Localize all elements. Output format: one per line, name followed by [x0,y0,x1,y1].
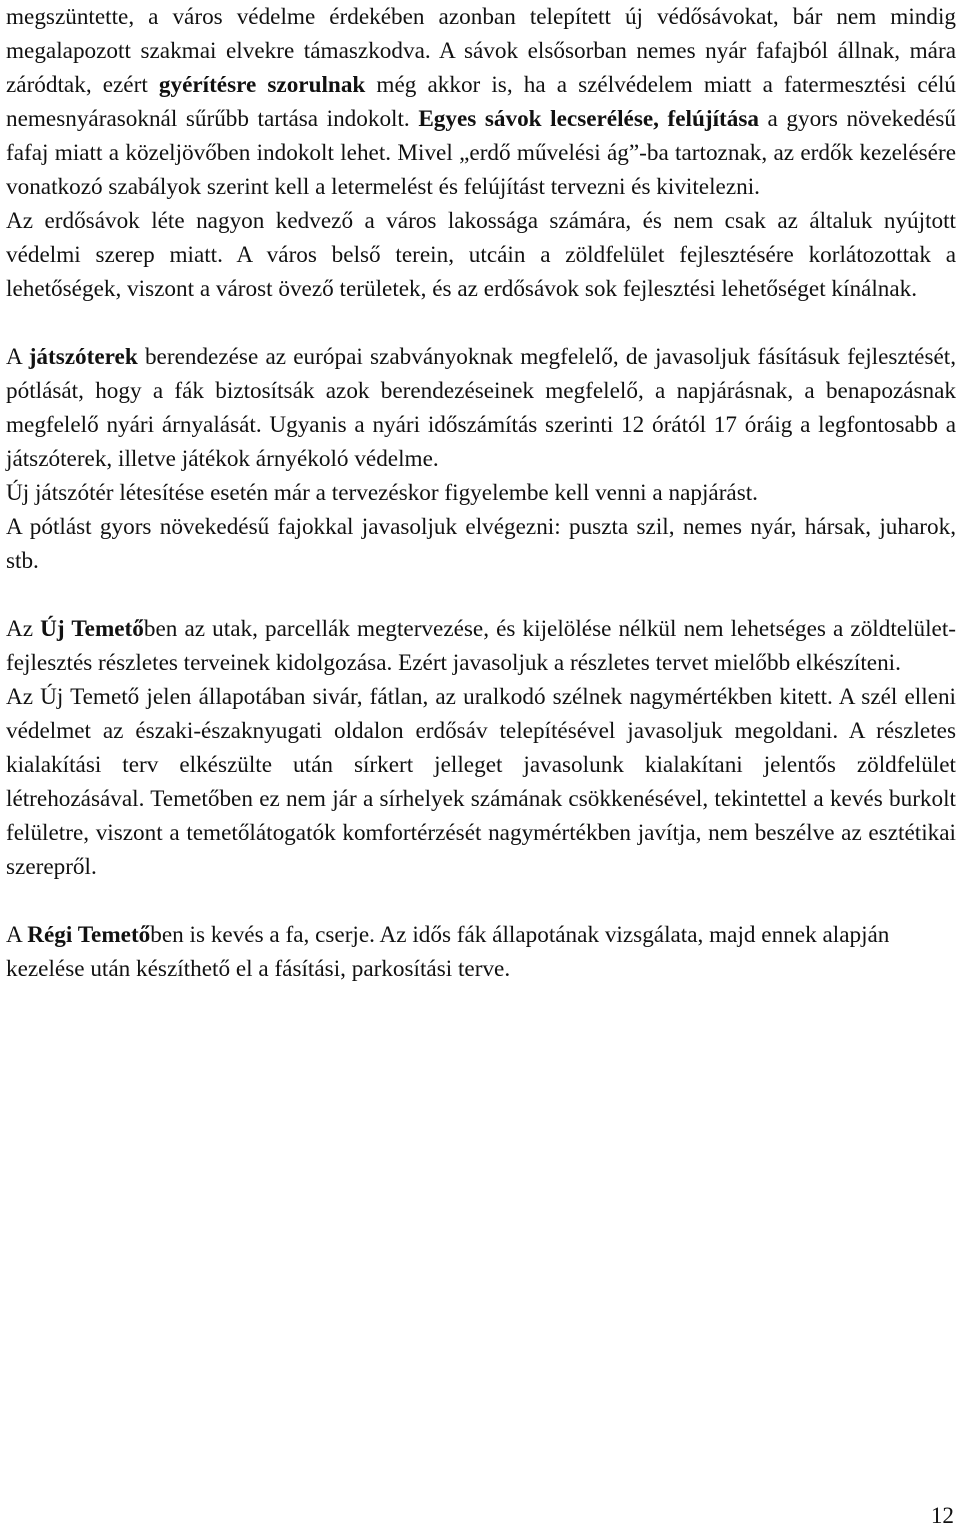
text-segment: ben is kevés a fa, cserje. Az idős fák állapotának vizsgálata, majd ennek alapján kezelése után készíthető el a fásítási, parkosítási terve. [6,922,890,982]
text-segment: A [6,922,28,948]
paragraph-erdosav-felujitas [6,0,956,204]
text-segment: Az [6,616,41,642]
text-segment: A pótlást gyors növekedésű fajokkal javasoljuk elvégezni: puszta szil, nemes nyár, hársak, juharok, stb. [6,514,956,574]
bold-text-segment: Új Temető [40,616,144,642]
paragraph-uj-temeto-tervezes [6,612,956,680]
text-segment: megszüntette, a város védelme érdekében azonban telepített új védősávokat, bár nem mindig megalapozott szakmai elvekre támaszkodva. A sávok elsősorban nemes nyár fafajból állnak, mára záródtak, ezért [6,4,956,98]
bold-text-segment: Egyes sávok lecserélése, felújítása [418,106,759,132]
bold-text-segment: gyérítésre szorulnak [158,72,366,98]
text-segment: Az Új Temető jelen állapotában sivár, fátlan, az uralkodó szélnek nagymértékben kitett. A szél elleni védelmet az északi-északnyugati oldalon erdősáv telepítésével javasoljuk megoldani. A részletes kialakítási terv elkészülte után sírkert jelleget javasolunk kialakítani jelentős zöldfelület létrehozásával. Temetőben ez nem jár a sírhelyek számának csökkenésével, tekintettel a kevés burkolt felületre, viszont a temetőlátogatók komfortérzését nagymértékben javítja, nem beszélve az esztétikai szerepről. [6,684,956,880]
text-segment: a gyors növekedésű fafaj miatt a közeljövőben indokolt lehet. Mivel „erdő művelési ág”-ba tartoznak, az erdők kezelésére vonatkozó szabályok szerint kell a letermelést és felújítást tervezni és kivitelezni. [6,106,956,200]
text-segment: Új játszótér létesítése esetén már a tervezéskor figyelembe kell venni a napjárást. [6,480,758,506]
paragraph-gap [6,884,956,918]
text-segment: Az erdősávok léte nagyon kedvező a város lakossága számára, és nem csak az általuk nyújtott védelmi szerep miatt. A város belső terein, utcáin a zöldfelület fejlesztésére korlátozottak a lehetőségek, viszont a várost övező területek, és az erdősávok sok fejlesztési lehetőséget kínálnak. [6,208,956,302]
paragraph-regi-temeto [6,918,956,986]
paragraph-uj-temeto-allapot [6,680,956,884]
paragraph-uj-jatszoter [6,476,956,510]
document-page [6,0,956,986]
paragraph-gap [6,306,956,340]
paragraph-erdosavok-lete [6,204,956,306]
page-number: 12 [930,1503,954,1529]
text-segment: még akkor is, ha a szélvédelem miatt a fatermesztési célú nemesnyárasoknál sűrűbb tartása indokolt. [6,72,957,132]
bold-text-segment: játszóterek [28,344,138,370]
text-segment: A [6,344,29,370]
paragraph-jatszoterek [6,340,956,476]
text-segment: ben az utak, parcellák megtervezése, és kijelölése nélkül nem lehetséges a zöldtelület-fejlesztés részletes terveinek kidolgozása. Ezért javasoljuk a részletes tervet mielőbb elkészíteni. [6,616,956,676]
text-segment: berendezése az európai szabványoknak megfelelő, de javasoljuk fásításuk fejlesztését, pótlását, hogy a fák biztosítsák azok berendezéseinek megfelelő, a napjárásnak, a benapozásnak megfelelő nyári árnyalását. Ugyanis a nyári időszámítás szerinti 12 órától 17 óráig a legfontosabb a játszóterek, illetve játékok árnyékoló védelme. [6,344,957,472]
bold-text-segment: Régi Temető [27,922,151,948]
paragraph-gap [6,578,956,612]
paragraph-potlas [6,510,956,578]
